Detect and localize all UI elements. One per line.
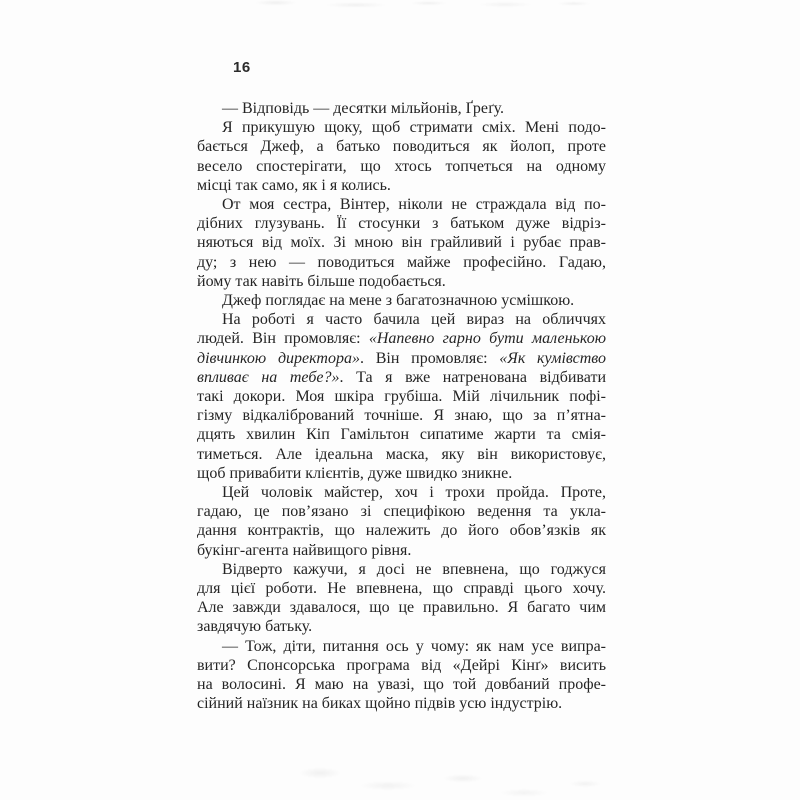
- text-line: [197, 99, 606, 118]
- text-run: для цієї роботи. Не впевнена, що справді цього хочу.: [197, 580, 606, 598]
- text-line: [197, 579, 606, 598]
- italic-text-run: дівчинкою директора»: [197, 349, 360, 367]
- italic-text-run: «Напевно гарно бути маленькою: [368, 330, 606, 348]
- text-column: [197, 99, 606, 714]
- paragraph: [197, 291, 606, 310]
- text-line: [197, 445, 606, 464]
- text-run: йому так навіть більше подобається.: [197, 272, 446, 290]
- text-line: [197, 521, 606, 540]
- text-line: [197, 157, 606, 176]
- text-run: няються від моїх. Зі мною він грайливий і рубає прав-: [197, 234, 606, 252]
- text-line: [197, 118, 606, 137]
- text-run: От моя сестра, Вінтер, ніколи не страждала від по-: [222, 196, 606, 214]
- text-line: [197, 272, 606, 291]
- text-line: [197, 483, 606, 502]
- scan-artifact-top: [230, 0, 612, 9]
- scan-artifact-bottom: [286, 764, 626, 800]
- text-line: [197, 425, 606, 444]
- text-run: дання контрактів, що належить до його обов’язків як: [197, 522, 606, 540]
- paragraph: [197, 99, 606, 118]
- text-run: . Та я вже натренована відбивати: [339, 368, 607, 386]
- text-run: щоб привабити клієнтів, дуже швидко зникне.: [197, 464, 513, 482]
- text-line: [197, 502, 606, 521]
- text-line: [197, 598, 606, 617]
- text-line: [197, 310, 606, 329]
- italic-text-run: «Як кумівство: [499, 349, 607, 367]
- text-run: такі докори. Моя шкіра грубіша. Мій лічильник пофі-: [197, 388, 606, 406]
- text-run: . Він промовляє:: [359, 349, 500, 367]
- text-run: ду; з нею — поводиться майже професійно. Гадаю,: [197, 253, 606, 271]
- text-line: [197, 387, 606, 406]
- text-run: вити? Спонсорська програма від «Дейрі Кінґ» висить: [197, 656, 606, 674]
- text-run: букінг-агента найвищого рівня.: [197, 541, 412, 559]
- text-line: [197, 349, 606, 368]
- text-line: [197, 329, 606, 348]
- text-run: гадаю, це пов’язано зі специфікою ведення та укла-: [197, 503, 606, 521]
- text-line: [197, 291, 606, 310]
- text-line: [197, 560, 606, 579]
- text-run: сійний наїзник на биках щойно підвів усю індустрію.: [197, 695, 563, 713]
- paragraph: [197, 637, 606, 714]
- text-line: [197, 406, 606, 425]
- text-run: тиметься. Але ідеальна маска, яку він використовує,: [197, 445, 606, 463]
- paragraph: [197, 560, 606, 637]
- text-run: Я прикушую щоку, щоб стримати сміх. Мені подо-: [222, 119, 606, 137]
- paragraph: [197, 483, 606, 560]
- text-line: [197, 214, 606, 233]
- text-line: [197, 617, 606, 636]
- text-run: людей. Він промовляє:: [197, 330, 369, 348]
- text-run: Цей чоловік майстер, хоч і трохи пройда. Проте,: [222, 484, 606, 502]
- text-run: дцять хвилин Кіп Гамільтон сипатиме жарти та смія-: [197, 426, 606, 444]
- italic-text-run: впливає на тебе?»: [197, 368, 340, 386]
- text-run: Відверто кажучи, я досі не впевнена, що годжуся: [222, 560, 606, 578]
- text-line: [197, 368, 606, 387]
- text-line: [197, 675, 606, 694]
- text-line: [197, 464, 606, 483]
- page-number: 16: [233, 59, 251, 76]
- text-line: [197, 233, 606, 252]
- text-run: бається Джеф, а батько поводиться як йолоп, проте: [197, 138, 606, 156]
- text-run: Але завжди здавалося, що це правильно. Я багато чим: [197, 599, 606, 617]
- paragraph: [197, 310, 606, 483]
- text-run: весело спостерігати, що хтось топчеться на одному: [197, 157, 606, 175]
- text-run: — Відповідь — десятки мільйонів, Ґреґу.: [222, 100, 504, 117]
- text-line: [197, 176, 606, 195]
- text-run: На роботі я часто бачила цей вираз на обличчях: [222, 311, 606, 329]
- text-run: дібних глузувань. Її стосунки з батьком дуже відріз-: [197, 215, 606, 233]
- text-run: завдячую батьку.: [197, 618, 313, 636]
- text-line: [197, 637, 606, 656]
- text-run: гізму відкалібрований точніше. Я знаю, що за п’ятна-: [197, 407, 606, 425]
- text-run: Джеф поглядає на мене з багатозначною усмішкою.: [222, 292, 575, 310]
- text-run: на волосині. Я маю на увазі, що той довбаний профе-: [197, 676, 606, 694]
- text-line: [197, 137, 606, 156]
- text-run: — Тож, діти, питання ось у чому: як нам усе випра-: [222, 637, 606, 655]
- text-line: [197, 694, 606, 713]
- text-line: [197, 195, 606, 214]
- text-line: [197, 253, 606, 272]
- text-line: [197, 656, 606, 675]
- paragraph: [197, 118, 606, 195]
- text-run: місці так само, як і я колись.: [197, 176, 391, 194]
- text-line: [197, 541, 606, 560]
- paragraph: [197, 195, 606, 291]
